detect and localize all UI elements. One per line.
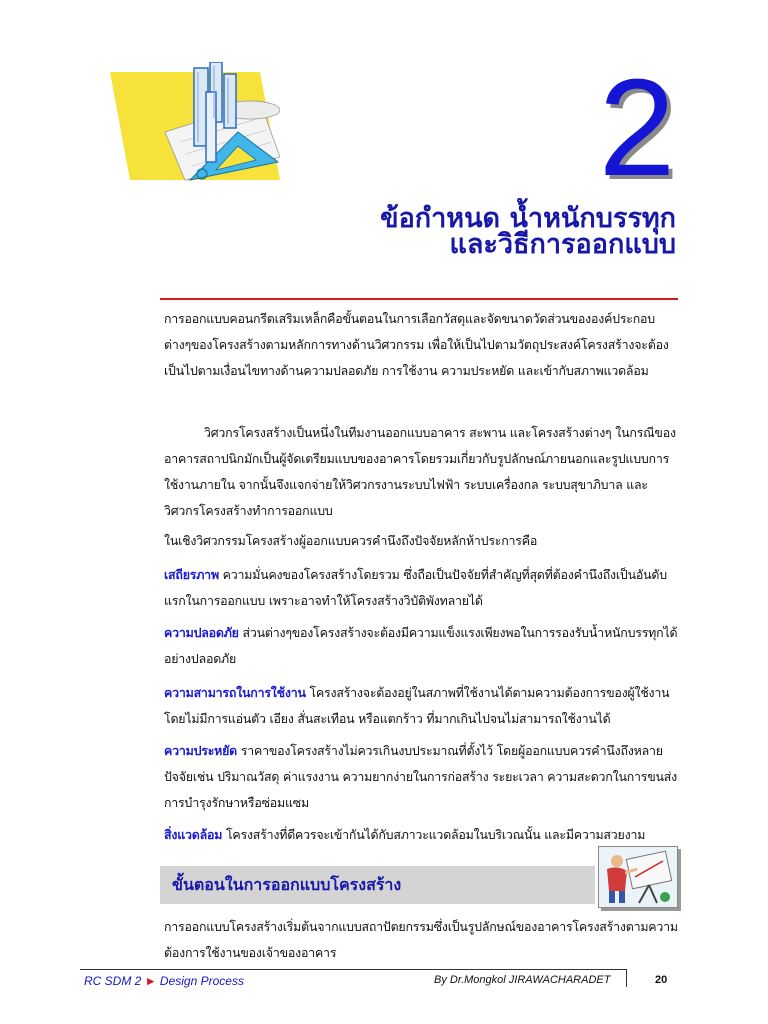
factor-economy [164,738,680,816]
factor-term: ความประหยัด [164,743,238,758]
title-divider [160,298,678,300]
footer-chapter-name: Design Process [156,974,244,988]
designer-at-drafting-table-illustration [598,846,678,908]
footer-divider-tick [626,969,627,987]
intro-paragraph: การออกแบบคอนกรีตเสริมเหล็กคือขั้นตอนในการเลือกวัสดุและจัดขนาดวัดส่วนขององค์ประกอบต่างๆของโครงสร้างตามหลักการทางด้านวิศวกรรม เพื่อให้เป็นไปตามวัตถุประสงค์โครงสร้างจะต้องเป็นไปตามเงื่อนไขทางด้านความปลอดภัย การใช้งาน ความประหยัด และเข้ากับสภาพแวดล้อม [164,311,669,378]
factor-term: ความปลอดภัย [164,625,239,640]
factor-text: โครงสร้างจะต้องอยู่ในสภาพที่ใช้งานได้ตามความต้องการของผู้ใช้งานโดยไม่มีการแอ่นตัว เอียง สั่นสะเทือน หรือแตกร้าว ที่มากเกินไปจนไม่สามารถใช้งานได้ [164,685,670,726]
factor-text: ความมั่นคงของโครงสร้างโดยรวม ซึ่งถือเป็นปัจจัยที่สำคัญที่สุดที่ต้องคำนึงถึงเป็นอันดับแรกในการออกแบบ เพราะอาจทำให้โครงสร้างวิบัติพังทลายได้ [164,567,667,608]
footer-author: By Dr.Mongkol JIRAWACHARADET [434,974,611,986]
footer-course-label [84,974,244,988]
footer-course-code: RC SDM 2 [84,974,142,988]
factor-term: สิ่งแวดล้อม [164,827,223,842]
factor-environment [164,822,680,848]
section-heading: ขั้นตอนในการออกแบบโครงสร้าง [172,875,402,894]
footer-divider [80,969,627,970]
page-number: 20 [655,974,668,986]
section-paragraph: การออกแบบโครงสร้างเริ่มต้นจากแบบสถาปัตยกรรมซึ่งเป็นรูปลักษณ์ของอาคารโครงสร้างตามความต้องการใช้งานของเจ้าของอาคาร [164,919,678,960]
chapter-title-line2: และวิธีการออกแบบ [449,229,676,260]
chapter-number: 2 [598,51,676,205]
factor-serviceability [164,680,680,732]
factor-term: ความสามารถในการใช้งาน [164,685,306,700]
arrow-right-icon: ► [144,974,157,988]
factor-term: เสถียรภาพ [164,567,219,582]
factor-safety [164,620,680,672]
factors-intro-paragraph: ในเชิงวิศวกรรมโครงสร้างผู้ออกแบบควรคำนึงถึงปัจจัยหลักห้าประการคือ [164,533,538,548]
factor-stability [164,562,680,614]
chapter-title-line1: ข้อกำหนด น้ำหนักบรรทุก [380,203,676,234]
engineer-role-paragraph: วิศวกรโครงสร้างเป็นหนึ่งในทีมงานออกแบบอาคาร สะพาน และโครงสร้างต่างๆ ในกรณีของอาคารสถาปนิกมักเป็นผู้จัดเตรียมแบบของอาคารโดยรวมเกี่ยวกับรูปลักษณ์ภายนอกและรูปแบบการใช้งานภายใน จากนั้นจึงแจกจ่ายให้วิศวกรงานระบบไฟฟ้า ระบบเครื่องกล ระบบสุขาภิบาล และวิศวกรโครงสร้างทำการออกแบบ [164,425,676,518]
factor-text: ราคาของโครงสร้างไม่ควรเกินงบประมาณที่ตั้งไว้ โดยผู้ออกแบบควรคำนึงถึงหลายปัจจัยเช่น ปริมาณวัสดุ ค่าแรงงาน ความยากง่ายในการก่อสร้าง ระยะเวลา ความสะดวกในการขนส่ง การบำรุงรักษาหรือซ่อมแซม [164,743,677,810]
factor-text: โครงสร้างที่ดีควรจะเข้ากันได้กับสภาวะแวดล้อมในบริเวณนั้น และมีความสวยงาม [222,827,646,842]
architecture-illustration [110,62,280,182]
factor-text: ส่วนต่างๆของโครงสร้างจะต้องมีความแข็งแรงเพียงพอในการรองรับน้ำหนักบรรทุกได้อย่างปลอดภัย [164,625,678,666]
